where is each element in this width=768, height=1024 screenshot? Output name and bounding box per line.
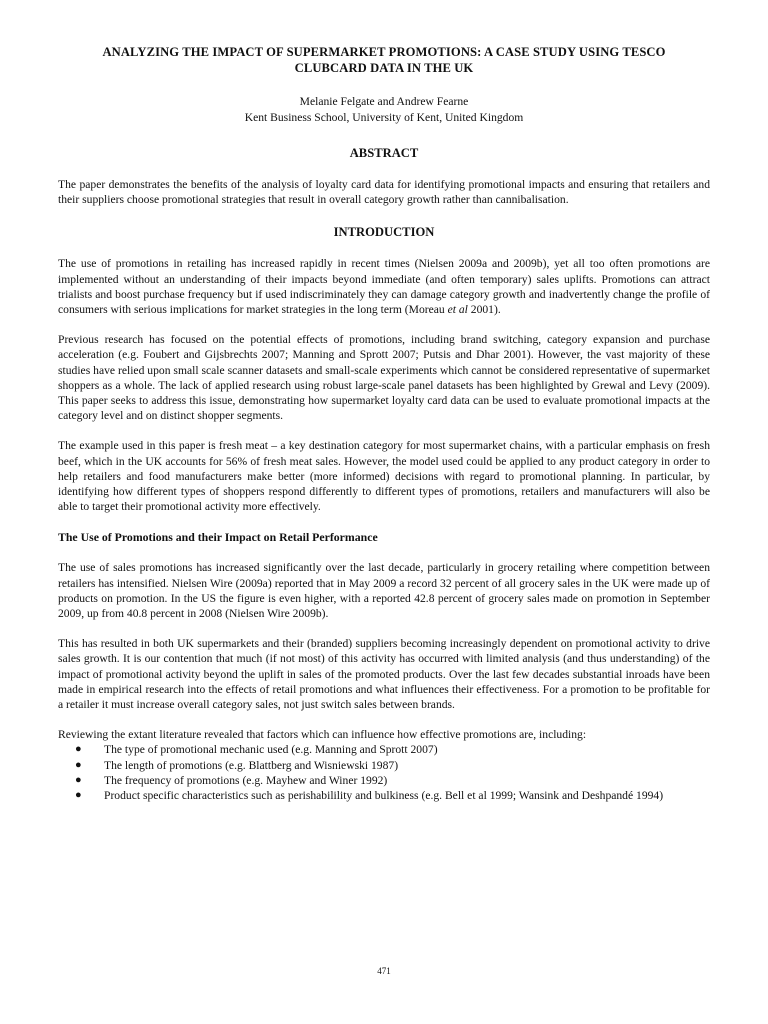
abstract-text: The paper demonstrates the benefits of the analysis of loyalty card data for identifying promotional impacts and ensuring that retailers and their suppliers choose promotional strategies that result in overall category growth rather than cannibalisation. <box>58 178 710 207</box>
title-line-1: ANALYZING THE IMPACT OF SUPERMARKET PROMOTIONS: A CASE STUDY USING TESCO <box>102 45 666 59</box>
list-item: ● The frequency of promotions (e.g. Mayhew and Winer 1992) <box>75 773 388 787</box>
bullet-icon: ● <box>75 773 82 786</box>
factors-list <box>58 742 710 803</box>
abstract-heading: ABSTRACT <box>349 146 419 160</box>
affiliation: Kent Business School, University of Kent, United Kingdom <box>244 111 524 124</box>
introduction-paragraph-3: The example used in this paper is fresh meat – a key destination category for most supermarket chains, with a particular emphasis on fresh beef, which in the UK accounts for 56% of fresh meat sales. However, the model used could be applied to any product category in order to help retailers and food manufacturers make better (more informed) decisions with regard to promotional planning. In particular, by identifying how different types of shoppers respond differently to different types of promotions, retailers and manufacturers will also be able to target their promotional activity more effectively. <box>58 439 710 514</box>
author-block <box>58 94 710 126</box>
intro-p1-italic: et al <box>447 303 468 317</box>
list-item: ● The type of promotional mechanic used (e.g. Manning and Sprott 2007) <box>75 743 438 757</box>
promotions-paragraph-3: Reviewing the extant literature revealed that factors which can influence how effective promotions are, including: <box>58 728 587 742</box>
bullet-icon: ● <box>75 743 82 756</box>
paper-title <box>58 44 710 76</box>
list-item: ● Product specific characteristics such as perishabilility and bulkiness (e.g. Bell et al 1999; Wansink and Deshpandé 1994) <box>75 789 664 803</box>
page-number: 471 <box>377 966 391 976</box>
intro-p1-text: The use of promotions in retailing has increased rapidly in recent times (Nielsen 2009a and 2009b), yet all too often promotions are implemented without an understanding of their impacts beyond immediate (and often temporary) sales uplifts. Promotions can attract trialists and boost purchase frequency but if used indiscriminately they can damage category growth and inadvertently change the profile of consumers with serious implications for market strategies in the long term (Moreau <box>58 257 710 317</box>
introduction-paragraph-1 <box>58 256 710 317</box>
intro-p1-end: 2001). <box>467 303 501 317</box>
promotions-paragraph-2: This has resulted in both UK supermarkets and their (branded) suppliers becoming increasingly dependent on promotional activity to drive sales growth. It is our contention that much (if not most) of this activity has occurred with limited analysis (and thus understanding) of the impact of promotional activity beyond the uplift in sales of the promoted products. Over the last few decades substantial inroads have been made in empirical research into the effects of retail promotions and what influences their effectiveness. For a promotion to be profitable for a retailer it must increase overall category sales, not just switch sales between brands. <box>58 637 710 712</box>
promotions-paragraph-1: The use of sales promotions has increased significantly over the last decade, particularly in grocery retailing where competition between retailers has intensified. Nielsen Wire (2009a) reported that in May 2009 a record 32 percent of all grocery sales in the UK were made up of products on promotion. In the US the figure is even higher, with a reported 42.8 percent of grocery sales made on promotion in September 2009, up from 40.8 percent in 2008 (Nielsen Wire 2009b). <box>58 561 710 621</box>
introduction-heading: INTRODUCTION <box>333 225 435 240</box>
title-line-2: CLUBCARD DATA IN THE UK <box>294 61 474 75</box>
list-item: ● The length of promotions (e.g. Blattberg and Wisniewski 1987) <box>75 758 399 772</box>
bullet-icon: ● <box>75 789 82 802</box>
bullet-icon: ● <box>75 758 82 771</box>
authors: Melanie Felgate and Andrew Fearne <box>299 95 469 108</box>
promotions-section-heading: The Use of Promotions and their Impact on Retail Performance <box>58 530 378 545</box>
introduction-paragraph-2: Previous research has focused on the potential effects of promotions, including brand switching, category expansion and purchase acceleration (e.g. Foubert and Gijsbrechts 2007; Manning and Sprott 2007; Putsis and Dhar 2001). However, the vast majority of these studies have relied upon small scale scanner datasets and small-scale experiments which cannot be considered representative of supermarket shoppers as a whole. The lack of applied research using robust large-scale panel datasets has been highlighted by Grewal and Levy (2009). This paper seeks to address this issue, demonstrating how supermarket loyalty card data can be used to evaluate promotional impacts at the category level and on distinct shopper segments. <box>58 333 710 423</box>
